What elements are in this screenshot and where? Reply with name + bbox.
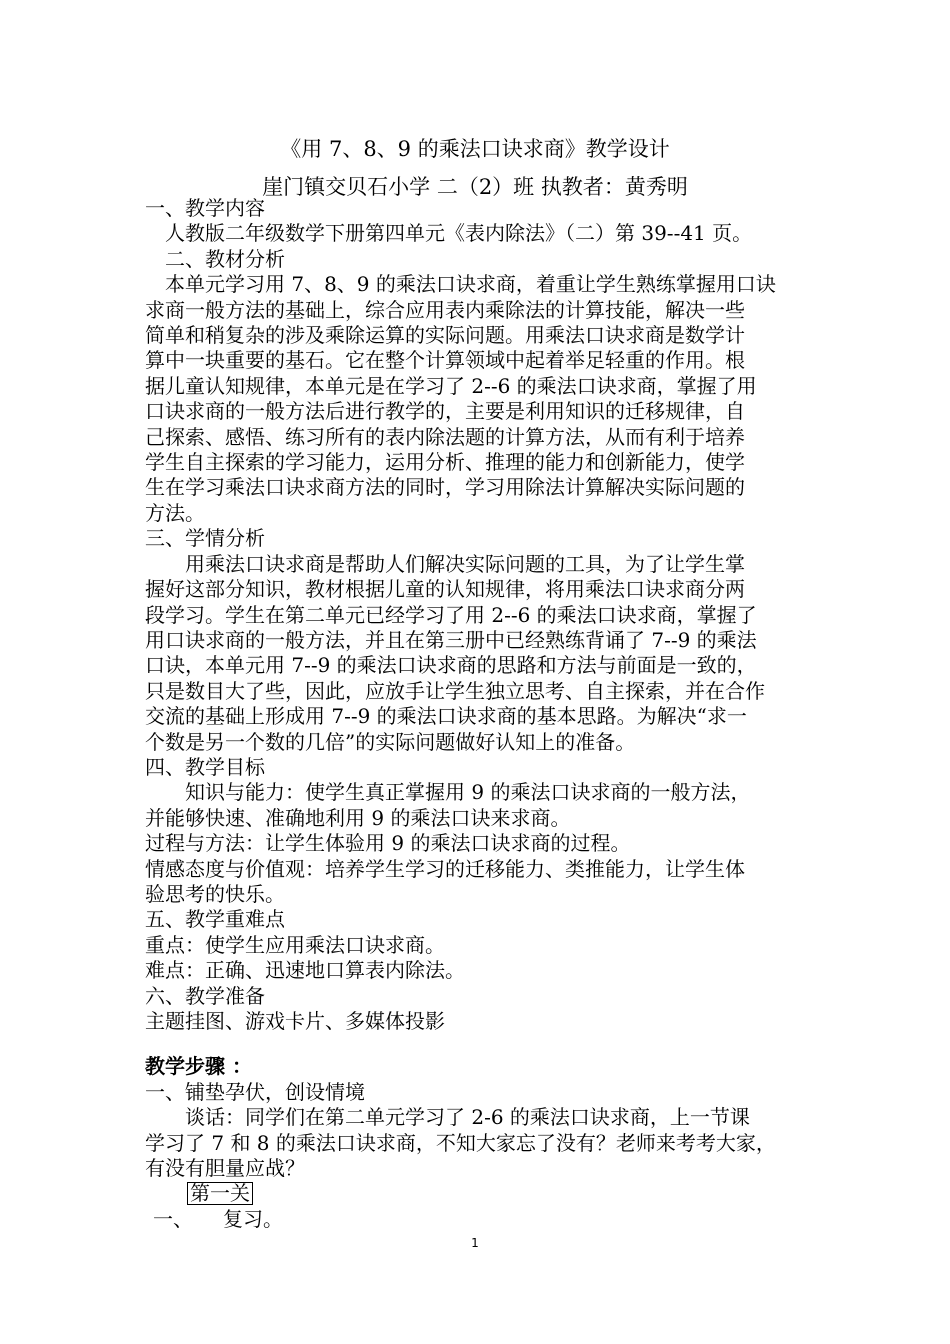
boxed-label: 第一关 [187,1182,253,1205]
section-heading-learners: 三、学情分析 [145,526,265,551]
paragraph-line: 重点：使学生应用乘法口诀求商。 [145,932,445,957]
item-text: 复习。 [223,1206,283,1231]
author-byline: 崖门镇交贝石小学 二（2）班 执教者：黄秀明 [262,175,688,199]
paragraph-line: 己探索、感悟、练习所有的表内除法题的计算方法，从而有利于培养 [145,424,745,449]
paragraph-line: 求商一般方法的基础上，综合应用表内乘除法的计算技能，解决一些 [145,297,745,322]
section-heading-analysis: 二、教材分析 [165,246,285,271]
section-heading-preparation: 六、教学准备 [145,983,265,1008]
numbered-item [145,1207,810,1232]
paragraph-line: 口诀，本单元用 7--9 的乘法口诀求商的思路和方法与前面是一致的， [145,653,757,678]
paragraph-line: 据儿童认知规律，本单元是在学习了 2--6 的乘法口诀求商，掌握了用 [145,373,757,398]
steps-subheading: 一、铺垫孕伏，创设情境 [145,1079,365,1104]
document-body [145,196,810,1232]
section-text-content: 人教版二年级数学下册第四单元《表内除法》（二）第 39--41 页。 [165,221,753,246]
paragraph-line: 难点：正确、迅速地口算表内除法。 [145,958,465,983]
paragraph-line: 个数是另一个数的几倍”的实际问题做好认知上的准备。 [145,729,636,754]
paragraph-line: 只是数目大了些，因此，应放手让学生独立思考、自主探索，并在合作 [145,678,765,703]
paragraph-line: 情感态度与价值观：培养学生学习的迁移能力、类推能力，让学生体 [145,856,745,881]
paragraph-line: 简单和稍复杂的涉及乘除运算的实际问题。用乘法口诀求商是数学计 [145,323,745,348]
paragraph-line: 段学习。学生在第二单元已经学习了用 2--6 的乘法口诀求商，掌握了 [145,602,757,627]
item-number: 一、 [153,1206,193,1231]
paragraph-line: 用口诀求商的一般方法，并且在第三册中已经熟练背诵了 7--9 的乘法 [145,627,757,652]
paragraph-line: 谈话：同学们在第二单元学习了 2-6 的乘法口诀求商，上一节课 [185,1105,750,1130]
paragraph-line: 算中一块重要的基石。它在整个计算领域中起着举足轻重的作用。根 [145,348,745,373]
paragraph-line: 验思考的快乐。 [145,881,285,906]
section-heading-key-points: 五、教学重难点 [145,907,285,932]
section-heading-objectives: 四、教学目标 [145,754,265,779]
paragraph-line: 方法。 [145,500,205,525]
paragraph-line: 本单元学习用 7、8、9 的乘法口诀求商，着重让学生熟练掌握用口诀 [165,272,776,297]
paragraph-line: 用乘法口诀求商是帮助人们解决实际问题的工具，为了让学生掌 [185,551,745,576]
paragraph-line: 并能够快速、准确地利用 9 的乘法口诀来求商。 [145,805,571,830]
spacer [145,1034,810,1054]
paragraph-line: 口诀求商的一般方法后进行教学的，主要是利用知识的迁移规律，自 [145,399,745,424]
section-heading-content: 一、教学内容 [145,196,265,220]
paragraph-line: 学生自主探索的学习能力，运用分析、推理的能力和创新能力，使学 [145,450,745,475]
paragraph-line: 过程与方法：让学生体验用 9 的乘法口诀求商的过程。 [145,831,631,856]
page-number: 1 [471,1236,479,1250]
paragraph-line: 握好这部分知识，教材根据儿童的认知规律，将用乘法口诀求商分两 [145,577,745,602]
paragraph-line: 有没有胆量应战？ [145,1156,305,1181]
paragraph-line: 学习了 7 和 8 的乘法口诀求商，不知大家忘了没有？老师来考考大家， [145,1130,776,1155]
paragraph-line: 生在学习乘法口诀求商方法的同时，学习用除法计算解决实际问题的 [145,475,745,500]
document-title: 《用 7、8、9 的乘法口诀求商》教学设计 [280,137,670,161]
paragraph-line: 知识与能力：使学生真正掌握用 9 的乘法口诀求商的一般方法， [185,780,751,805]
steps-heading: 教学步骤 ： [145,1054,252,1079]
paragraph-line: 交流的基础上形成用 7--9 的乘法口诀求商的基本思路。为解决“求一 [145,704,747,729]
boxed-label-line [145,1181,810,1206]
section-text-preparation: 主题挂图、游戏卡片、多媒体投影 [145,1009,445,1033]
